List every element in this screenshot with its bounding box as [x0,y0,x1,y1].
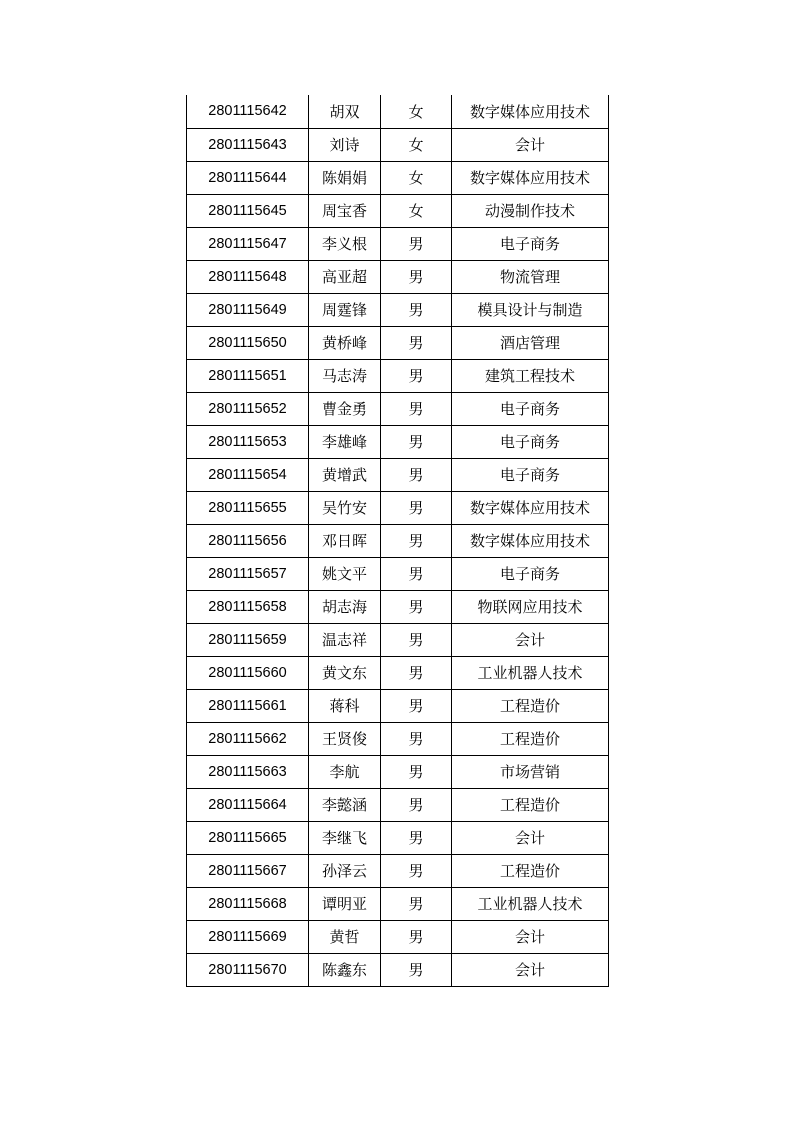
student-name-cell: 胡双 [309,95,381,128]
table-row [187,524,609,557]
student-id-cell: 2801115655 [187,491,309,524]
student-id-cell: 2801115652 [187,392,309,425]
student-name-cell: 黄文东 [309,656,381,689]
table-row [187,854,609,887]
table-row [187,161,609,194]
table-row [187,656,609,689]
student-id-cell: 2801115667 [187,854,309,887]
table-row [187,260,609,293]
student-id-cell: 2801115663 [187,755,309,788]
student-gender-cell: 男 [381,458,452,491]
student-major-cell: 数字媒体应用技术 [452,95,609,128]
student-major-cell: 数字媒体应用技术 [452,161,609,194]
table-row [187,458,609,491]
student-name-cell: 陈鑫东 [309,953,381,986]
student-major-cell: 会计 [452,128,609,161]
student-major-cell: 动漫制作技术 [452,194,609,227]
student-id-cell: 2801115665 [187,821,309,854]
table-row [187,920,609,953]
student-id-cell: 2801115669 [187,920,309,953]
student-major-cell: 工程造价 [452,722,609,755]
table-row [187,557,609,590]
student-name-cell: 孙泽云 [309,854,381,887]
table-row [187,194,609,227]
student-name-cell: 吴竹安 [309,491,381,524]
student-name-cell: 邓日晖 [309,524,381,557]
student-major-cell: 会计 [452,920,609,953]
student-gender-cell: 男 [381,557,452,590]
table-row [187,425,609,458]
student-name-cell: 胡志海 [309,590,381,623]
student-name-cell: 王贤俊 [309,722,381,755]
student-id-cell: 2801115659 [187,623,309,656]
student-gender-cell: 男 [381,227,452,260]
student-gender-cell: 男 [381,722,452,755]
student-major-cell: 模具设计与制造 [452,293,609,326]
student-name-cell: 温志祥 [309,623,381,656]
student-gender-cell: 男 [381,788,452,821]
student-gender-cell: 男 [381,590,452,623]
table-row [187,128,609,161]
student-gender-cell: 男 [381,656,452,689]
student-id-cell: 2801115668 [187,887,309,920]
table-row [187,590,609,623]
table-row [187,623,609,656]
table-row [187,953,609,986]
student-name-cell: 黄哲 [309,920,381,953]
student-gender-cell: 女 [381,194,452,227]
student-major-cell: 工业机器人技术 [452,656,609,689]
student-id-cell: 2801115643 [187,128,309,161]
student-id-cell: 2801115656 [187,524,309,557]
table-row [187,821,609,854]
student-major-cell: 建筑工程技术 [452,359,609,392]
table-row [187,95,609,128]
student-major-cell: 工程造价 [452,689,609,722]
student-name-cell: 高亚超 [309,260,381,293]
table-row [187,689,609,722]
student-roster-table [186,95,609,987]
student-gender-cell: 男 [381,821,452,854]
table-row [187,722,609,755]
student-gender-cell: 男 [381,953,452,986]
student-major-cell: 物流管理 [452,260,609,293]
student-id-cell: 2801115661 [187,689,309,722]
student-gender-cell: 男 [381,260,452,293]
student-major-cell: 工程造价 [452,854,609,887]
student-gender-cell: 男 [381,887,452,920]
student-major-cell: 物联网应用技术 [452,590,609,623]
student-major-cell: 工程造价 [452,788,609,821]
student-name-cell: 李雄峰 [309,425,381,458]
student-gender-cell: 男 [381,425,452,458]
student-gender-cell: 男 [381,491,452,524]
student-name-cell: 谭明亚 [309,887,381,920]
student-major-cell: 数字媒体应用技术 [452,491,609,524]
table-row [187,788,609,821]
student-major-cell: 电子商务 [452,425,609,458]
student-id-cell: 2801115642 [187,95,309,128]
student-major-cell: 会计 [452,821,609,854]
student-major-cell: 酒店管理 [452,326,609,359]
student-id-cell: 2801115657 [187,557,309,590]
student-gender-cell: 男 [381,392,452,425]
student-gender-cell: 男 [381,623,452,656]
student-name-cell: 黄桥峰 [309,326,381,359]
student-gender-cell: 男 [381,755,452,788]
table-row [187,227,609,260]
student-gender-cell: 男 [381,359,452,392]
student-id-cell: 2801115670 [187,953,309,986]
table-row [187,887,609,920]
student-name-cell: 刘诗 [309,128,381,161]
student-name-cell: 李航 [309,755,381,788]
student-gender-cell: 男 [381,524,452,557]
student-id-cell: 2801115651 [187,359,309,392]
table-row [187,755,609,788]
student-major-cell: 会计 [452,623,609,656]
student-name-cell: 周霆锋 [309,293,381,326]
student-name-cell: 李义根 [309,227,381,260]
student-id-cell: 2801115644 [187,161,309,194]
student-gender-cell: 男 [381,293,452,326]
student-id-cell: 2801115658 [187,590,309,623]
roster-table-body [187,95,609,986]
student-major-cell: 电子商务 [452,227,609,260]
student-name-cell: 曹金勇 [309,392,381,425]
student-gender-cell: 男 [381,689,452,722]
table-row [187,359,609,392]
student-gender-cell: 女 [381,128,452,161]
student-gender-cell: 男 [381,920,452,953]
student-name-cell: 李继飞 [309,821,381,854]
student-id-cell: 2801115645 [187,194,309,227]
student-name-cell: 蒋科 [309,689,381,722]
table-row [187,392,609,425]
student-name-cell: 黄增武 [309,458,381,491]
student-major-cell: 电子商务 [452,557,609,590]
student-id-cell: 2801115647 [187,227,309,260]
student-major-cell: 数字媒体应用技术 [452,524,609,557]
student-gender-cell: 女 [381,95,452,128]
table-row [187,293,609,326]
student-major-cell: 工业机器人技术 [452,887,609,920]
student-name-cell: 陈娟娟 [309,161,381,194]
student-name-cell: 李懿涵 [309,788,381,821]
student-name-cell: 姚文平 [309,557,381,590]
student-gender-cell: 女 [381,161,452,194]
student-gender-cell: 男 [381,326,452,359]
student-major-cell: 电子商务 [452,458,609,491]
student-id-cell: 2801115662 [187,722,309,755]
student-major-cell: 市场营销 [452,755,609,788]
student-id-cell: 2801115648 [187,260,309,293]
student-id-cell: 2801115650 [187,326,309,359]
student-id-cell: 2801115653 [187,425,309,458]
student-id-cell: 2801115664 [187,788,309,821]
student-id-cell: 2801115649 [187,293,309,326]
table-row [187,326,609,359]
student-gender-cell: 男 [381,854,452,887]
table-row [187,491,609,524]
student-name-cell: 马志涛 [309,359,381,392]
student-name-cell: 周宝香 [309,194,381,227]
student-id-cell: 2801115660 [187,656,309,689]
student-id-cell: 2801115654 [187,458,309,491]
student-major-cell: 会计 [452,953,609,986]
student-major-cell: 电子商务 [452,392,609,425]
